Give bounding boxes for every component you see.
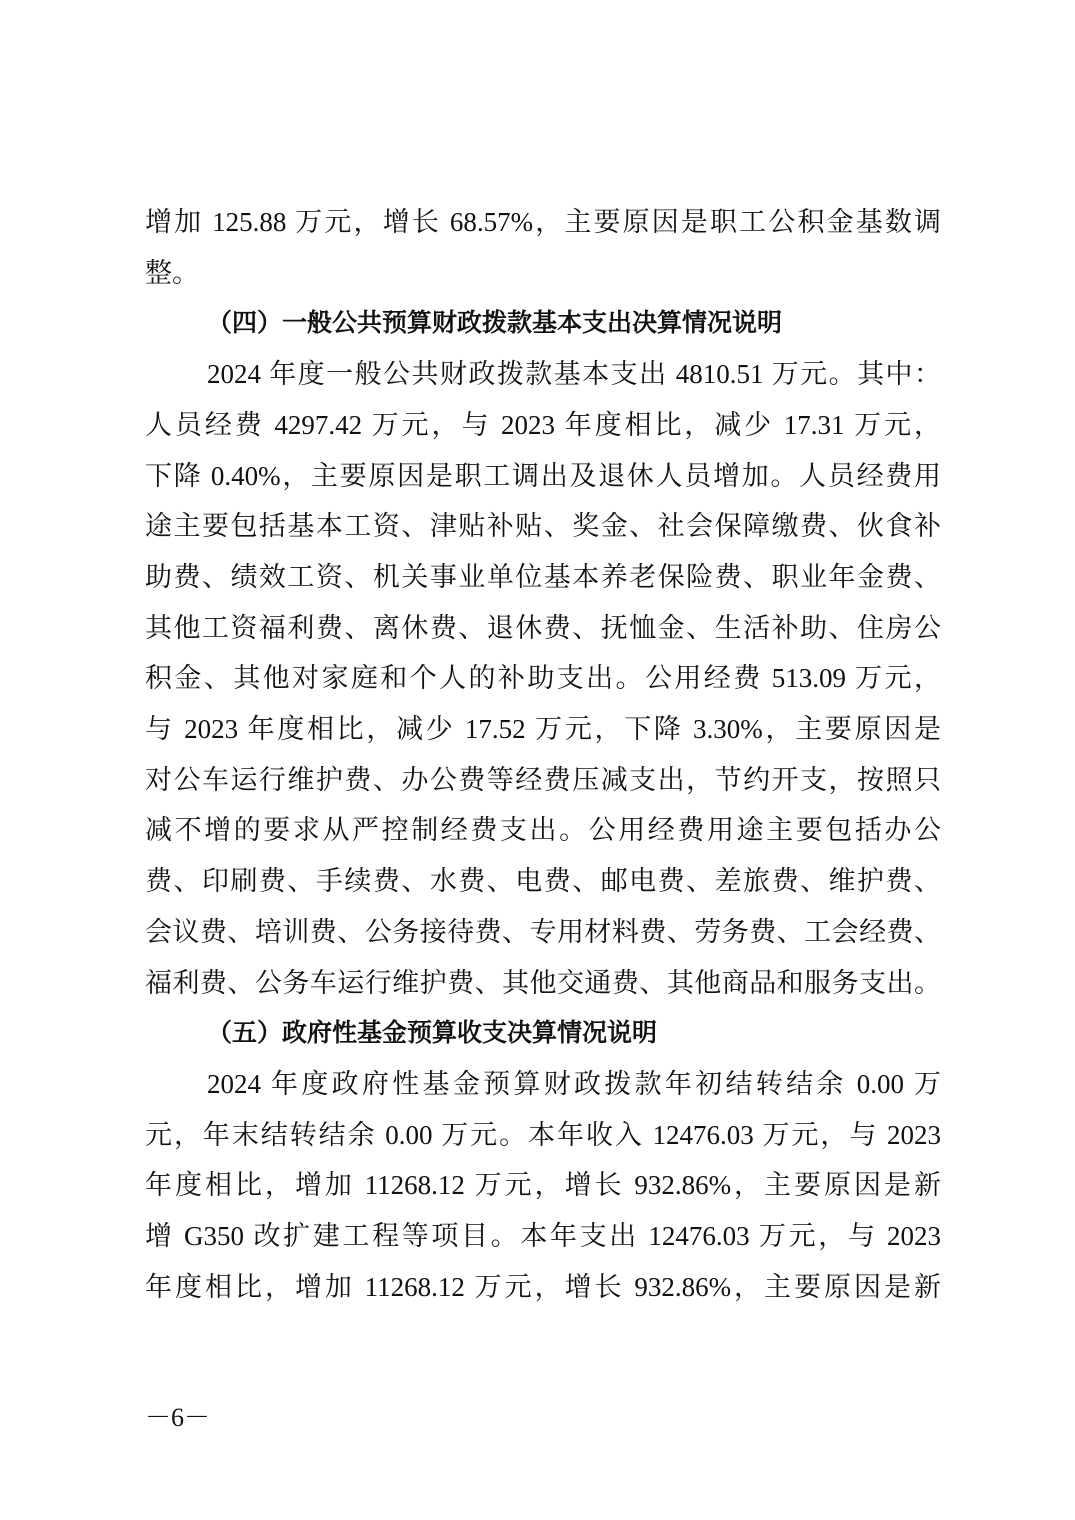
text-line: 年度相比，增加 11268.12 万元，增长 932.86%，主要原因是新 <box>145 1170 941 1201</box>
text-line: 费、印刷费、手续费、水费、电费、邮电费、差旅费、维护费、 <box>145 866 941 897</box>
text-line: 福利费、公务车运行维护费、其他交通费、其他商品和服务支出。 <box>145 967 941 998</box>
text-line: 与 2023 年度相比，减少 17.52 万元，下降 3.30%，主要原因是 <box>145 714 941 744</box>
text-line: 对公车运行维护费、办公费等经费压减支出，节约开支，按照只 <box>145 764 941 795</box>
text-line: 增加 125.88 万元，增长 68.57%，主要原因是职工公积金基数调 <box>145 207 941 237</box>
section-heading: （五）政府性基金预算收支决算情况说明 <box>207 1018 658 1048</box>
text-line: 其他工资福利费、离休费、退休费、抚恤金、生活补助、住房公 <box>145 612 941 643</box>
text-line: 2024 年度一般公共财政拨款基本支出 4810.51 万元。其中： <box>207 359 941 390</box>
section-heading: （四）一般公共预算财政拨款基本支出决算情况说明 <box>207 308 783 338</box>
text-line: 下降 0.40%，主要原因是职工调出及退休人员增加。人员经费用 <box>145 460 941 491</box>
text-line: 年度相比，增加 11268.12 万元，增长 932.86%，主要原因是新 <box>145 1271 941 1302</box>
text-line: 2024 年度政府性基金预算财政拨款年初结转结余 0.00 万 <box>207 1068 941 1099</box>
text-line: 减不增的要求从严控制经费支出。公用经费用途主要包括办公 <box>145 815 941 846</box>
text-line: 人员经费 4297.42 万元，与 2023 年度相比，减少 17.31 万元， <box>145 409 941 440</box>
text-line: 整。 <box>145 257 199 288</box>
text-line: 增 G350 改扩建工程等项目。本年支出 12476.03 万元，与 2023 <box>145 1221 941 1251</box>
text-line: 会议费、培训费、公务接待费、专用材料费、劳务费、工会经费、 <box>145 916 941 947</box>
page-number: －6－ <box>145 1403 211 1432</box>
text-line: 积金、其他对家庭和个人的补助支出。公用经费 513.09 万元， <box>145 663 941 694</box>
text-line: 元，年末结转结余 0.00 万元。本年收入 12476.03 万元，与 2023 <box>145 1119 941 1150</box>
text-line: 助费、绩效工资、机关事业单位基本养老保险费、职业年金费、 <box>145 561 941 592</box>
text-line: 途主要包括基本工资、津贴补贴、奖金、社会保障缴费、伙食补 <box>145 511 941 542</box>
